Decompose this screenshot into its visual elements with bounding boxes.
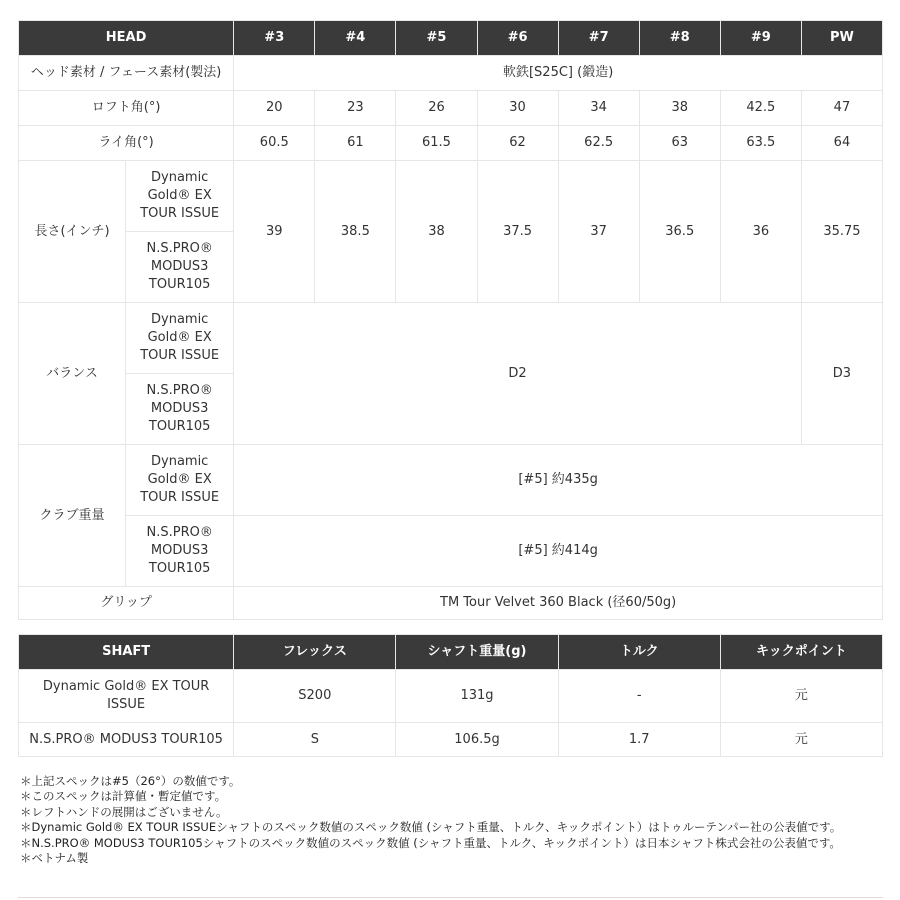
head-spec-table <box>18 20 883 620</box>
footnote: ＊N.S.PRO® MODUS3 TOUR105シャフトのスペック数値のスペック数値 (シャフト重量、トルク、キックポイント）は日本シャフト株式会社の公表値です。 <box>20 835 841 850</box>
shaft-name-cell: N.S.PRO® MODUS3 TOUR105 <box>126 374 233 444</box>
material-label: ヘッド素材 / フェース素材(製法) <box>19 56 233 90</box>
length-cell: 39 <box>234 161 314 302</box>
kickpoint-value: 元 <box>721 670 882 722</box>
grip-value: TM Tour Velvet 360 Black (径60/50g) <box>234 587 882 619</box>
shaft-header-row <box>19 635 882 669</box>
club-6-header: #6 <box>478 21 558 55</box>
loft-label: ロフト角(°) <box>19 91 233 125</box>
footnote: ＊レフトハンドの展開はございません。 <box>20 804 228 819</box>
club-7-header: #7 <box>559 21 639 55</box>
shaft-weight-header: シャフト重量(g) <box>396 635 557 669</box>
loft-cell: 38 <box>640 91 720 125</box>
shaft-name-cell: N.S.PRO® MODUS3 TOUR105 <box>126 516 233 586</box>
shaft-name: N.S.PRO® MODUS3 TOUR105 <box>19 723 233 756</box>
flex-header: フレックス <box>234 635 395 669</box>
club-4-header: #4 <box>315 21 395 55</box>
weight-value: [#5] 約414g <box>234 516 882 586</box>
grip-label: グリップ <box>19 587 233 619</box>
length-cell: 38.5 <box>315 161 395 302</box>
weight-label: クラブ重量 <box>19 445 125 586</box>
balance-main-value: D2 <box>234 303 801 444</box>
weight-row <box>19 445 882 515</box>
lie-cell: 61.5 <box>396 126 476 160</box>
weight-row <box>19 516 882 586</box>
torque-value: 1.7 <box>559 723 720 756</box>
length-row <box>19 161 882 231</box>
loft-cell: 47 <box>802 91 882 125</box>
club-5-header: #5 <box>396 21 476 55</box>
length-label: 長さ(インチ) <box>19 161 125 302</box>
footnotes <box>20 774 880 866</box>
club-9-header: #9 <box>721 21 801 55</box>
loft-row <box>19 91 882 125</box>
length-cell: 36.5 <box>640 161 720 302</box>
weight-value: [#5] 約435g <box>234 445 882 515</box>
shaft-header: SHAFT <box>19 635 233 669</box>
length-cell: 37.5 <box>478 161 558 302</box>
loft-cell: 20 <box>234 91 314 125</box>
material-value: 軟鉄[S25C] (鍛造) <box>234 56 882 90</box>
length-cell: 35.75 <box>802 161 882 302</box>
table-row <box>19 723 882 756</box>
lie-cell: 63 <box>640 126 720 160</box>
loft-cell: 34 <box>559 91 639 125</box>
kickpoint-header: キックポイント <box>721 635 882 669</box>
shaft-name: Dynamic Gold® EX TOUR ISSUE <box>19 670 233 722</box>
balance-label: バランス <box>19 303 125 444</box>
loft-cell: 23 <box>315 91 395 125</box>
lie-cell: 62.5 <box>559 126 639 160</box>
lie-row <box>19 126 882 160</box>
length-cell: 36 <box>721 161 801 302</box>
footnote: ＊ベトナム製 <box>20 851 89 866</box>
spec-header-row <box>19 21 882 55</box>
kickpoint-value: 元 <box>721 723 882 756</box>
lie-cell: 64 <box>802 126 882 160</box>
lie-cell: 60.5 <box>234 126 314 160</box>
torque-header: トルク <box>559 635 720 669</box>
shaft-name-cell: Dynamic Gold® EX TOUR ISSUE <box>126 161 233 231</box>
shaft-spec-table <box>18 634 883 757</box>
length-cell: 38 <box>396 161 476 302</box>
club-pw-header: PW <box>802 21 882 55</box>
balance-pw-value: D3 <box>802 303 882 444</box>
loft-cell: 26 <box>396 91 476 125</box>
flex-value: S200 <box>234 670 395 722</box>
club-3-header: #3 <box>234 21 314 55</box>
footnote: ＊上記スペックは#5（26°）の数値です。 <box>20 774 241 788</box>
divider <box>18 897 883 898</box>
material-row <box>19 56 882 90</box>
table-row <box>19 670 882 722</box>
shaft-weight-value: 106.5g <box>396 723 557 756</box>
loft-cell: 30 <box>478 91 558 125</box>
club-8-header: #8 <box>640 21 720 55</box>
flex-value: S <box>234 723 395 756</box>
shaft-name-cell: N.S.PRO® MODUS3 TOUR105 <box>126 232 233 302</box>
lie-cell: 61 <box>315 126 395 160</box>
footnote: ＊Dynamic Gold® EX TOUR ISSUEシャフトのスペック数値のスペック数値 (シャフト重量、トルク、キックポイント）はトゥルーテンパー社の公表値です。 <box>20 820 842 835</box>
loft-cell: 42.5 <box>721 91 801 125</box>
footnote: ＊このスペックは計算値・暫定値です。 <box>20 789 227 804</box>
lie-cell: 62 <box>478 126 558 160</box>
torque-value: - <box>559 670 720 722</box>
grip-row <box>19 587 882 619</box>
shaft-weight-value: 131g <box>396 670 557 722</box>
shaft-name-cell: Dynamic Gold® EX TOUR ISSUE <box>126 303 233 373</box>
balance-row <box>19 303 882 373</box>
lie-label: ライ角(°) <box>19 126 233 160</box>
head-header: HEAD <box>19 21 233 55</box>
length-cell: 37 <box>559 161 639 302</box>
lie-cell: 63.5 <box>721 126 801 160</box>
shaft-name-cell: Dynamic Gold® EX TOUR ISSUE <box>126 445 233 515</box>
